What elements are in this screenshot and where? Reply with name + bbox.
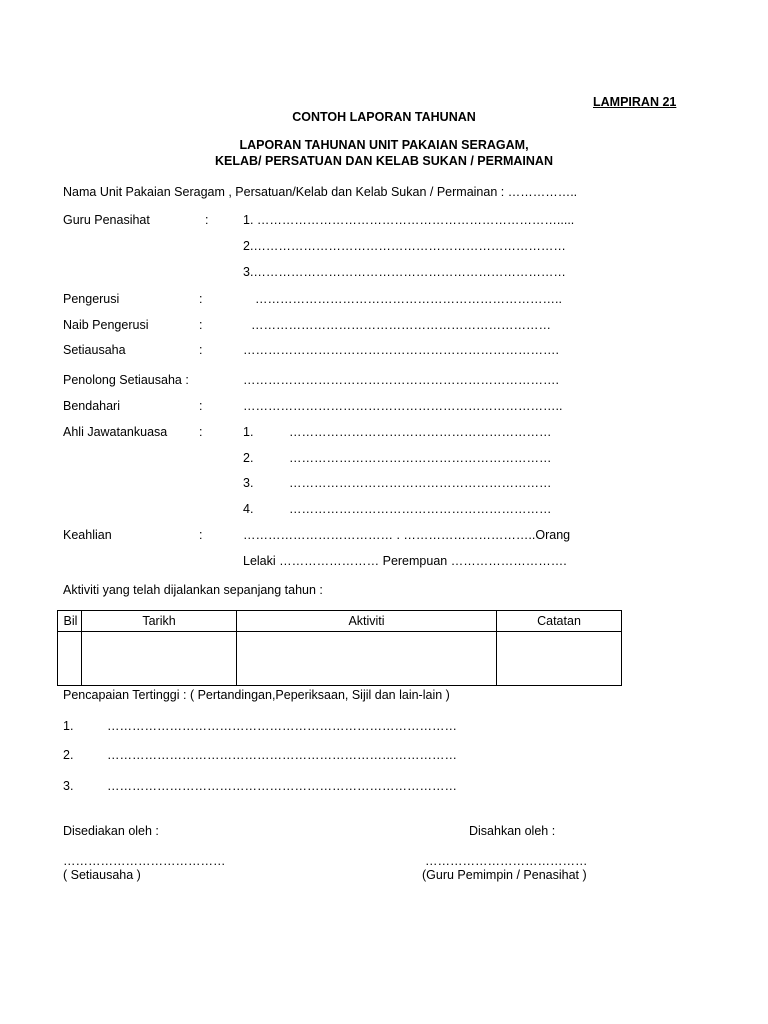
ajk-number-3: 3. [243,476,254,490]
ajk-dots-4: ……………………………………………………… [289,502,552,516]
table-cell-tarikh [82,632,237,686]
keahlian-gender-line: Lelaki …………………… Perempuan ………………………. [243,554,567,568]
document-title: CONTOH LAPORAN TAHUNAN [292,110,476,124]
ajk-number-4: 4. [243,502,254,516]
column-header-tarikh: Tarikh [82,611,237,632]
column-header-aktiviti: Aktiviti [237,611,497,632]
table-cell-bil [58,632,82,686]
ahli-jawatankuasa-label: Ahli Jawatankuasa [63,425,168,439]
disahkan-signature-line: ………………………………… [425,854,588,868]
pencapaian-dots-1: ………………………………………………………………………… [107,719,457,733]
disediakan-role: ( Setiausaha ) [63,868,141,882]
ajk-number-1: 1. [243,425,254,439]
naib-pengerusi-value: ……………………………………………………………… [251,318,551,332]
document-subtitle-line1: LAPORAN TAHUNAN UNIT PAKAIAN SERAGAM, [239,138,529,152]
ahli-jawatankuasa-colon: : [199,425,203,439]
ajk-dots-2: ……………………………………………………… [289,451,552,465]
pengerusi-colon: : [199,292,203,306]
bendahari-colon: : [199,399,203,413]
keahlian-label: Keahlian [63,528,112,542]
pencapaian-number-1: 1. [63,719,74,733]
ajk-dots-1: ……………………………………………………… [289,425,552,439]
setiausaha-label: Setiausaha [63,343,126,357]
guru-penasihat-line-2: 2.………………………………………………………………… [243,239,566,253]
penolong-setiausaha-label: Penolong Setiausaha : [63,373,189,387]
disahkan-oleh-label: Disahkan oleh : [469,824,556,838]
aktiviti-table-header [58,611,622,632]
pengerusi-value: ……………………………………………………………….. [255,292,562,306]
table-row [58,632,622,686]
naib-pengerusi-colon: : [199,318,203,332]
ajk-number-2: 2. [243,451,254,465]
disahkan-role: (Guru Pemimpin / Penasihat ) [422,868,587,882]
keahlian-value: ……………………………… . …………………………..Orang [243,528,571,542]
disediakan-signature-line: ………………………………… [63,854,226,868]
pencapaian-number-3: 3. [63,779,74,793]
bendahari-value: ………………………………………………………………….. [243,399,563,413]
column-header-bil: Bil [58,611,82,632]
pencapaian-heading: Pencapaian Tertinggi : ( Pertandingan,Peperiksaan, Sijil dan lain-lain ) [63,688,450,702]
setiausaha-colon: : [199,343,203,357]
penolong-setiausaha-value: …………………………………………………………………. [243,373,559,387]
guru-penasihat-line-3: 3.………………………………………………………………… [243,265,566,279]
pencapaian-number-2: 2. [63,748,74,762]
pencapaian-dots-3: ………………………………………………………………………… [107,779,457,793]
lampiran-label: LAMPIRAN 21 [593,95,677,109]
table-cell-catatan [497,632,622,686]
setiausaha-value: …………………………………………………………………. [243,343,559,357]
nama-unit-field: Nama Unit Pakaian Seragam , Persatuan/Kelab dan Kelab Sukan / Permainan : …………….. [63,185,578,199]
document-subtitle-line2: KELAB/ PERSATUAN DAN KELAB SUKAN / PERMAINAN [215,154,553,168]
pencapaian-dots-2: ………………………………………………………………………… [107,748,457,762]
keahlian-colon: : [199,528,203,542]
bendahari-label: Bendahari [63,399,120,413]
naib-pengerusi-label: Naib Pengerusi [63,318,149,332]
ajk-dots-3: ……………………………………………………… [289,476,552,490]
guru-penasihat-label: Guru Penasihat [63,213,150,227]
aktiviti-table [57,610,622,686]
aktiviti-intro: Aktiviti yang telah dijalankan sepanjang tahun : [63,583,323,597]
column-header-catatan: Catatan [497,611,622,632]
table-cell-aktiviti [237,632,497,686]
guru-penasihat-line-1: 1. ………………………………………………………………..... [243,213,575,227]
pengerusi-label: Pengerusi [63,292,120,306]
guru-penasihat-colon: : [205,213,209,227]
disediakan-oleh-label: Disediakan oleh : [63,824,159,838]
